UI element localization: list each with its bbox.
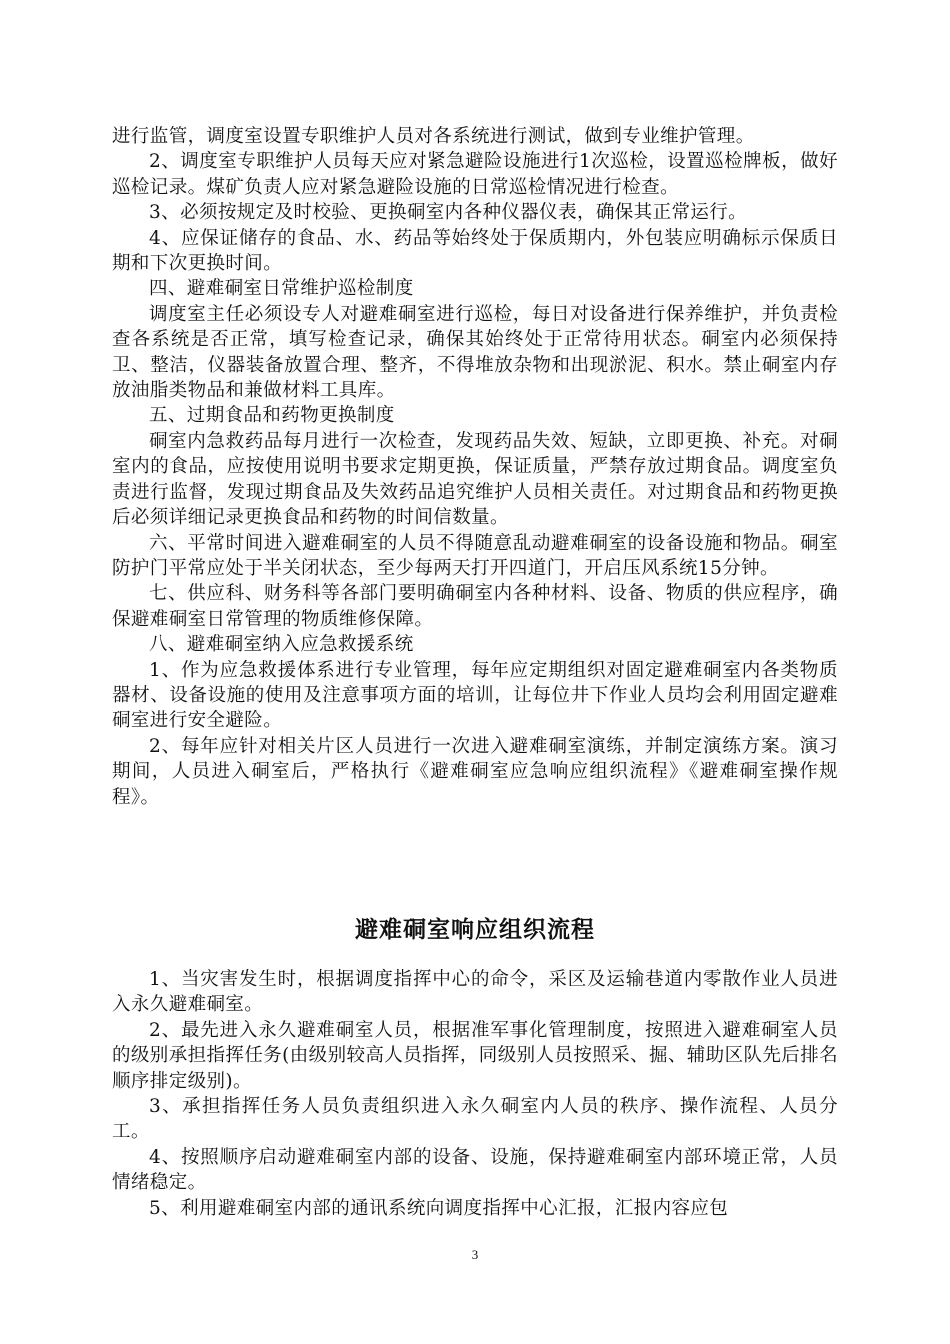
paragraph: 3、承担指挥任务人员负责组织进入永久硐室内人员的秩序、操作流程、人员分工。 [112,1096,838,1143]
section-heading: 四、避难硐室日常维护巡检制度 [149,278,414,300]
paragraph: 硐室内急救药品每月进行一次检查，发现药品失效、短缺，立即更换、补充。对硐室内的食品，应按使用说明书要求定期更换，保证质量，严禁存放过期食品。调度室负责进行监督，发现过期食品及失效药品追究维护人员相关责任。对过期食品和药物更换后必须详细记录更换食品和药物的时间信数量。 [112,430,838,529]
paragraph: 5、利用避难硐室内部的通讯系统向调度指挥中心汇报，汇报内容应包 [149,1197,729,1219]
paragraph: 4、应保证储存的食品、水、药品等始终处于保质期内，外包装应明确标示保质日期和下次更换时间。 [112,227,838,275]
paragraph: 4、按照顺序启动避难硐室内部的设备、设施，保持避难硐室内部环境正常，人员情绪稳定。 [112,1146,838,1194]
paragraph: 进行监管，调度室设置专职维护人员对各系统进行测试，做到专业维护管理。 [112,126,755,147]
paragraph: 七、供应科、财务科等各部门要明确硐室内各种材料、设备、物质的供应程序，确保避难硐室日常管理的物质维修保障。 [112,583,838,630]
section-heading: 五、过期食品和药物更换制度 [149,405,395,427]
paragraph: 3、必须按规定及时校验、更换硐室内各种仪器仪表，确保其正常运行。 [149,202,748,224]
paragraph: 六、平常时间进入避难硐室的人员不得随意乱动避难硐室的设备设施和物品。硐室防护门平常应处于半关闭状态，至少每两天打开四道门，开启压风系统15分钟。 [112,532,838,579]
paragraph: 2、最先进入永久避难硐室人员，根据准军事化管理制度，按照进入避难硐室人员的级别承担指挥任务(由级别较高人员指挥，同级别人员按照采、掘、辅助区队先后排名顺序排定级别)。 [112,1019,838,1092]
paragraph: 调度室主任必须设专人对避难硐室进行巡检，每日对设备进行保养维护，并负责检查各系统是否正常，填写检查记录，确保其始终处于正常待用状态。硐室内必须保持卫、整洁，仪器装备放置合理、整齐，不得堆放杂物和出现淤泥、积水。禁止硐室内存放油脂类物品和兼做材料工具库。 [112,303,838,402]
section-1-body [112,124,838,810]
section-2-body [112,967,838,1221]
paragraph: 2、调度室专职维护人员每天应对紧急避险设施进行1次巡检，设置巡检牌板，做好巡检记录。煤矿负责人应对紧急避险设施的日常巡检情况进行检查。 [112,151,838,198]
document-title: 避难硐室响应组织流程 [355,917,595,943]
section-heading: 八、避难硐室纳入应急救援系统 [149,634,414,656]
paragraph: 1、当灾害发生时，根据调度指挥中心的命令，采区及运输巷道内零散作业人员进入永久避难硐室。 [112,969,838,1016]
paragraph: 2、每年应针对相关片区人员进行一次进入避难硐室演练，并制定演练方案。演习期间，人员进入硐室后，严格执行《避难硐室应急响应组织流程》《避难硐室操作规程》。 [112,735,838,808]
paragraph: 1、作为应急救援体系进行专业管理，每年应定期组织对固定避难硐室内各类物质器材、设备设施的使用及注意事项方面的培训，让每位井下作业人员均会利用固定避难硐室进行安全避险。 [112,659,838,732]
page-number: 3 [471,1247,479,1262]
